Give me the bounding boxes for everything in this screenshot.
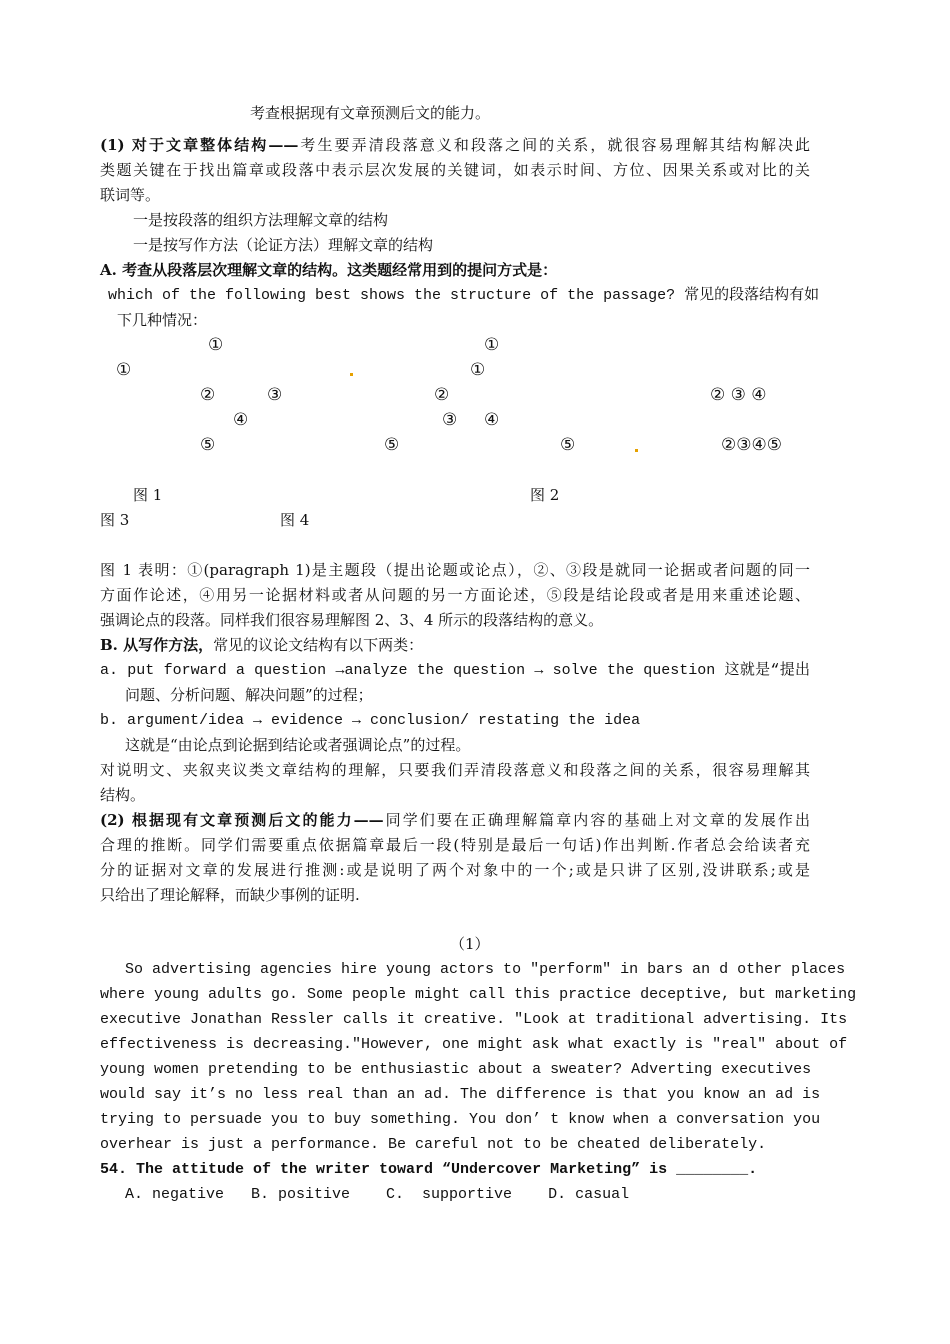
fig2-node-1: ① (484, 335, 500, 355)
section-2-label: (2) 根据现有文章预测后文的能力—— (100, 811, 384, 829)
section-a-question-2: 下几种情况： (117, 311, 208, 329)
fig1-node-1: ① (208, 335, 224, 355)
method-2: 一是按写作方法（论证方法）理解文章的结构 (133, 236, 434, 254)
passage-number: （1） (450, 935, 490, 953)
section-a-question-1: which of the following best shows the structure of the passage? 常见的段落结构有如 (108, 287, 820, 304)
explanation-line-1: 图 1 表明：①(paragraph 1)是主题段（提出论题或论点），②、③段是就同一论据或者问题的同一 (100, 561, 810, 579)
p1-label: (1) 对于文章整体结构—— (100, 136, 299, 154)
passage-line: young women pretending to be enthusiastic about a sweater? Adverting executives (100, 1061, 812, 1078)
stray-dot-mark (350, 373, 353, 376)
fig2-node-5: ⑤ (384, 435, 400, 455)
fig1-node-3: ③ (267, 385, 283, 405)
section-2-line-3: 分的证据对文章的发展进行推测:或是说明了两个对象中的一个;或是只讲了区别,没讲联系;或是 (100, 861, 810, 879)
section-b-b-line-1: b. argument/idea → evidence → conclusion/ restating the idea (100, 712, 641, 729)
section-b-note-line-1: 对说明文、夹叙夹议类文章结构的理解，只要我们弄清段落意义和段落之间的关系，很容易理解其 (100, 761, 810, 779)
fig4-nodes-234: ② ③ ④ (710, 385, 767, 405)
p1-line2: 类题关键在于找出篇章或段落中表示层次发展的关键词，如表示时间、方位、因果关系或对比的关 (100, 161, 810, 179)
passage-line: overhear is just a performance. Be careful not to be cheated deliberately. (100, 1136, 767, 1153)
section-b-heading: B. 从写作方法，常见的议论文结构有以下两类： (100, 636, 424, 654)
passage-line: where young adults go. Some people might call this practice deceptive, but marketing (100, 986, 857, 1003)
method-1: 一是按段落的组织方法理解文章的结构 (133, 211, 389, 229)
section-b-a-line-1: a. put forward a question →analyze the question → solve the question 这就是“提出 (100, 662, 810, 679)
passage-line: executive Jonathan Ressler calls it creative. "Look at traditional advertising. Its (100, 1011, 848, 1028)
fig2-node-4: ④ (484, 410, 500, 430)
question-stem: 54. The attitude of the writer toward “Undercover Marketing” is ________. (100, 1161, 758, 1178)
p1-line3: 联词等。 (100, 186, 161, 204)
passage-line: So advertising agencies hire young actors to "perform" in bars an d other places (125, 961, 846, 978)
fig1-node-5: ⑤ (200, 435, 216, 455)
fig1-label: 图 1 (133, 486, 163, 504)
question-options: A. negative B. positive C. supportive D. casual (125, 1186, 630, 1203)
fig2-label: 图 2 (530, 486, 560, 504)
fig2-node-3: ③ (442, 410, 458, 430)
passage-line: would say it’s no less real than an ad. The difference is that you know an ad is (100, 1086, 821, 1103)
section-a-heading: A. 考查从段落层次理解文章的结构。这类题经常用到的提问方式是： (100, 261, 558, 279)
fig1-node-2: ② (200, 385, 216, 405)
section-b-b-line-2: 这就是“由论点到论据到结论或者强调论点”的过程。 (125, 736, 471, 754)
fig3-label: 图 3 (100, 511, 130, 529)
passage-line: trying to persuade you to buy something. You don’ t know when a conversation you (100, 1111, 821, 1128)
explanation-line-3: 强调论点的段落。同样我们很容易理解图 2、3、4 所示的段落结构的意义。 (100, 611, 604, 629)
fig3-node-1: ① (116, 360, 132, 380)
section-2-line-4: 只给出了理论解释，而缺少事例的证明. (100, 886, 360, 904)
fig4-label: 图 4 (280, 511, 310, 529)
explanation-line-2: 方面作论述，④用另一论据材料或者从问题的另一方面论述，⑤段是结论段或者是用来重述论题、 (100, 586, 810, 604)
passage-line: effectiveness is decreasing."However, one might ask what exactly is "real" about of (100, 1036, 848, 1053)
section-b-a-line-2: 问题、分析问题、解决问题”的过程； (125, 686, 373, 704)
fig4-node-1: ① (470, 360, 486, 380)
fig3-node-5: ⑤ (560, 435, 576, 455)
section-b-note-line-2: 结构。 (100, 786, 146, 804)
fig4-nodes-2345: ②③④⑤ (721, 435, 782, 455)
fig1-node-4: ④ (233, 410, 249, 430)
section-2-line-2: 合理的推断。同学们需要重点依据篇章最后一段(特别是最后一句话)作出判断.作者总会给读者充 (100, 836, 810, 854)
fig2-node-2: ② (434, 385, 450, 405)
stray-dot-mark-2 (635, 449, 638, 452)
intro-topline: 考查根据现有文章预测后文的能力。 (250, 104, 491, 122)
p1-line1: (1) 对于文章整体结构——考生要弄清段落意义和段落之间的关系，就很容易理解其结构解决此 (100, 136, 810, 154)
section-2-line-1: (2) 根据现有文章预测后文的能力——同学们要在正确理解篇章内容的基础上对文章的发展作出 (100, 811, 810, 829)
